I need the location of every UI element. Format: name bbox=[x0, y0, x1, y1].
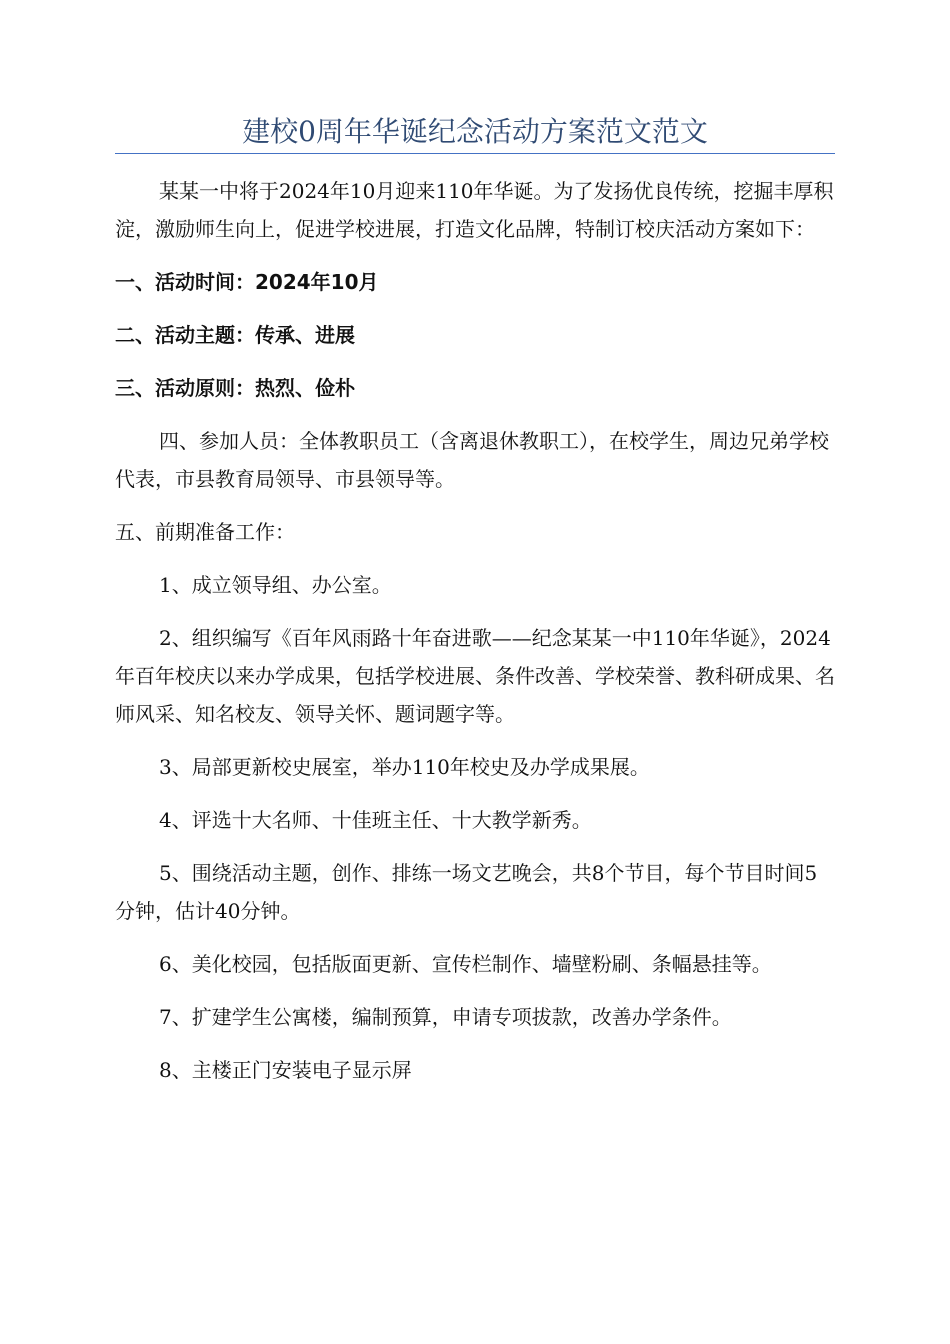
heading-activity-theme: 二、活动主题：传承、进展 bbox=[115, 323, 355, 347]
prep-item: 6、美化校园，包括版面更新、宣传栏制作、墙壁粉刷、条幅悬挂等。 bbox=[159, 952, 772, 976]
prep-item: 8、主楼正门安装电子显示屏 bbox=[159, 1058, 412, 1082]
prep-item: 7、扩建学生公寓楼，编制预算，申请专项拔款，改善办学条件。 bbox=[159, 1005, 732, 1029]
heading-activity-principle: 三、活动原则：热烈、俭朴 bbox=[115, 376, 355, 400]
intro-paragraph: 某某一中将于2024年10月迎来110年华诞。为了发扬优良传统，挖掘丰厚积淀，激励师生向上，促进学校进展，打造文化品牌，特制订校庆活动方案如下： bbox=[115, 179, 834, 241]
prep-heading: 五、前期准备工作： bbox=[115, 520, 295, 544]
heading-activity-time: 一、活动时间：2024年10月 bbox=[115, 270, 379, 294]
prep-item: 4、评选十大名师、十佳班主任、十大教学新秀。 bbox=[159, 808, 592, 832]
document-title: 建校0周年华诞纪念活动方案范文范文 bbox=[242, 115, 708, 148]
title-underline bbox=[115, 153, 835, 154]
prep-item: 3、局部更新校史展室，举办110年校史及办学成果展。 bbox=[159, 755, 650, 779]
document-body bbox=[115, 172, 835, 1089]
prep-item: 1、成立领导组、办公室。 bbox=[159, 573, 392, 597]
prep-item: 2、组织编写《百年风雨路十年奋进歌——纪念某某一中110年华诞》，2024年百年校庆以来办学成果，包括学校进展、条件改善、学校荣誉、教科研成果、名师风采、知名校友、领导关怀、题词题字等。 bbox=[115, 626, 835, 726]
prep-item: 5、围绕活动主题，创作、排练一场文艺晚会，共8个节目，每个节目时间5分钟，估计40分钟。 bbox=[115, 861, 818, 923]
participants-paragraph: 四、参加人员：全体教职员工（含离退休教职工），在校学生，周边兄弟学校代表，市县教育局领导、市县领导等。 bbox=[115, 429, 829, 491]
